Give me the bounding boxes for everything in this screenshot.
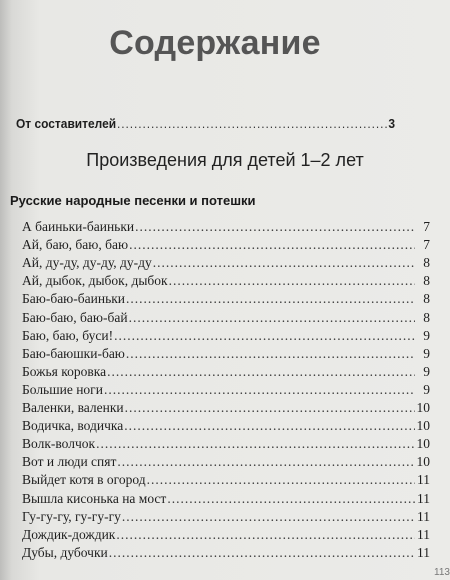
dot-leader [153, 255, 415, 271]
toc-entry-page: 10 [416, 400, 430, 415]
toc-entry[interactable] [22, 545, 430, 561]
page-number-fragment: 113 [434, 567, 450, 578]
toc-entry[interactable] [22, 418, 430, 434]
dot-leader [117, 116, 387, 131]
toc-entry-label: Выйдет котя в огород [22, 472, 146, 488]
toc-entry-label: Баю, баю, буси! [22, 327, 114, 343]
section-title: Произведения для детей 1–2 лет [86, 150, 364, 170]
page-title: Содержание [109, 24, 321, 62]
toc-entry[interactable] [22, 219, 430, 235]
toc-entry[interactable] [22, 491, 430, 507]
toc-entry-label: Ай, баю, баю, баю [22, 237, 129, 253]
toc-entry[interactable] [22, 237, 430, 253]
toc-entry-page: 10 [416, 436, 430, 452]
toc-entry-page: 9 [423, 381, 430, 397]
toc-entry-label: Ай, ду-ду, ду-ду, ду-ду [22, 255, 152, 271]
dot-leader [124, 418, 415, 434]
toc-entry-label: Большие ноги [22, 381, 103, 397]
dot-leader [125, 400, 415, 416]
toc-entry-label: Дубы, дубочки [22, 544, 108, 560]
toc-entry-label: Водичка, водичка [22, 418, 124, 434]
toc-entry-label: Баю-баюшки-баю [22, 345, 125, 361]
toc-entry[interactable] [22, 436, 430, 452]
toc-entry-page: 9 [423, 345, 430, 361]
toc-entry-page: 8 [423, 309, 430, 325]
toc-entry-page: 11 [417, 526, 430, 542]
subsection-title: Русские народные песенки и потешки [10, 193, 256, 208]
toc-entry[interactable] [22, 472, 430, 488]
toc-entry-page: 10 [416, 454, 430, 470]
toc-entry-page: 11 [417, 544, 430, 560]
toc-entry[interactable] [22, 273, 430, 289]
toc-entry-page: 11 [417, 508, 430, 524]
dot-leader [96, 436, 415, 452]
toc-intro-entry[interactable] [16, 116, 395, 131]
toc-entry[interactable] [22, 400, 430, 416]
toc-entry[interactable] [22, 527, 430, 543]
toc-entry[interactable] [22, 255, 430, 271]
toc-entry-page: 9 [423, 363, 430, 379]
toc-entry[interactable] [22, 509, 430, 525]
dot-leader [135, 219, 415, 235]
toc-entry-label: Дождик-дождик [22, 526, 116, 542]
dot-leader [109, 545, 415, 561]
toc-entry-label: Валенки, валенки [22, 400, 124, 415]
dot-leader [117, 454, 415, 470]
toc-entry-page: 9 [423, 327, 430, 343]
dot-leader [116, 527, 415, 543]
dot-leader [129, 310, 415, 326]
toc-entry[interactable] [22, 310, 430, 326]
toc-entry-label: Баю-баю, баю-бай [22, 309, 128, 325]
toc-entry-label: А баиньки-баиньки [22, 219, 135, 234]
dot-leader [129, 237, 415, 253]
toc-entry[interactable] [22, 382, 430, 398]
dot-leader [104, 382, 415, 398]
toc-entry-page: 11 [417, 472, 430, 488]
toc-entry-page: 3 [388, 116, 396, 131]
dot-leader [122, 509, 415, 525]
dot-leader [126, 291, 415, 307]
toc-entry-page: 11 [417, 490, 430, 506]
toc-entry-label: Волк-волчок [22, 436, 96, 452]
toc-entry-page: 8 [423, 273, 430, 289]
dot-leader [126, 346, 415, 362]
toc-entry-label: Божья коровка [22, 363, 107, 379]
toc-entry-label: Вот и люди спят [22, 454, 117, 470]
toc-entry-label: Ай, дыбок, дыбок, дыбок [22, 273, 168, 289]
toc-entry-label: Гу-гу-гу, гу-гу-гу [22, 508, 121, 524]
dot-leader [107, 364, 415, 380]
dot-leader [169, 273, 415, 289]
dot-leader [114, 328, 415, 344]
toc-entry-page: 10 [416, 418, 430, 434]
dot-leader [167, 491, 415, 507]
toc-entry-page: 8 [423, 255, 430, 271]
toc-entry[interactable] [22, 291, 430, 307]
toc-entry[interactable] [22, 328, 430, 344]
dot-leader [147, 472, 415, 488]
toc-entry-page: 8 [423, 291, 430, 307]
toc-entry[interactable] [22, 454, 430, 470]
toc-entry[interactable] [22, 364, 430, 380]
toc-entry-page: 7 [423, 219, 430, 234]
toc-entry-label: Вышла кисонька на мост [22, 490, 167, 506]
toc-entry-label: Баю-баю-баиньки [22, 291, 126, 307]
toc-entry-label: От составителей [16, 116, 117, 131]
toc-entry-page: 7 [423, 237, 430, 253]
toc-entry[interactable] [22, 346, 430, 362]
